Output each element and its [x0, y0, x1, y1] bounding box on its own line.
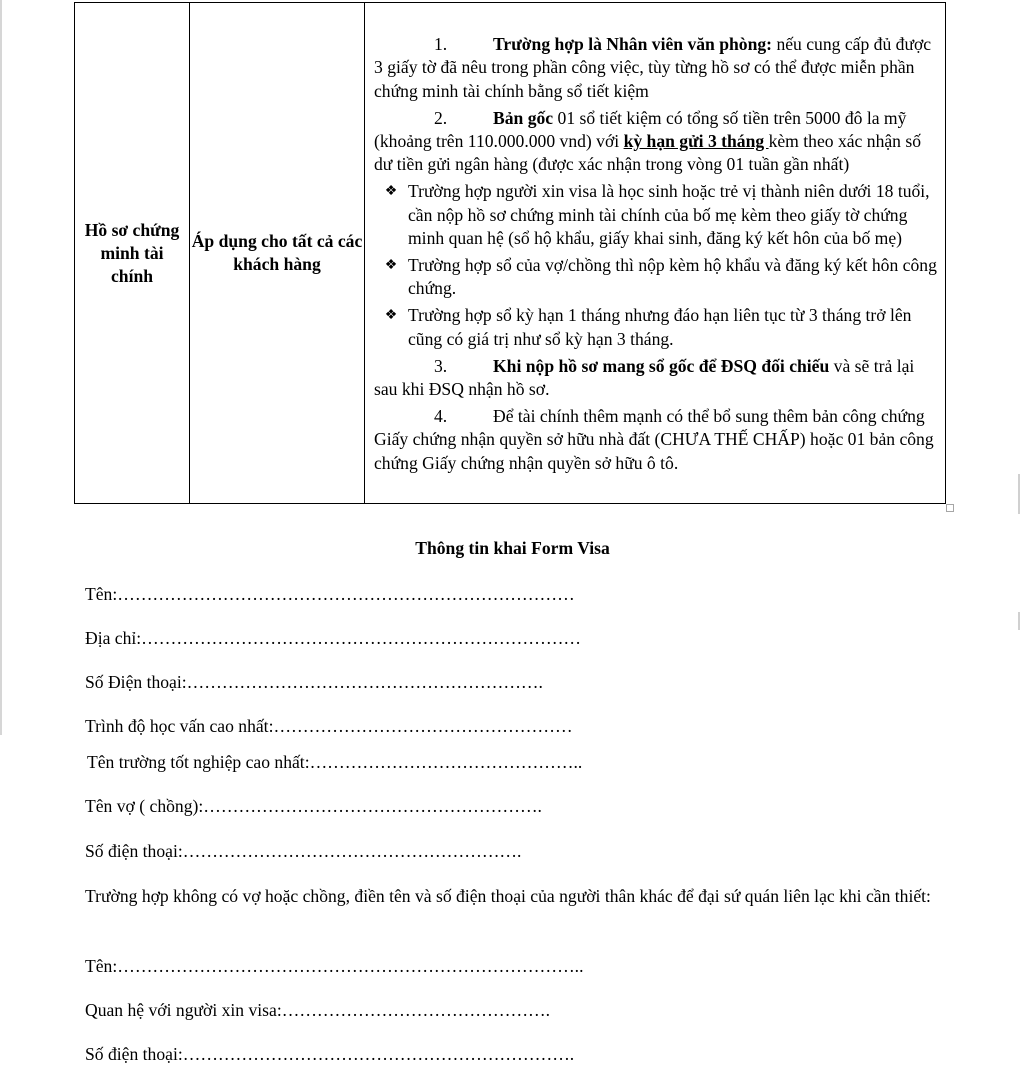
item-4: 4. Để tài chính thêm mạnh có thể bổ sung thêm bản công chứng Giấy chứng nhận quyền sở hữu nhà đất (CHƯA THẾ CHẤP) hoặc 01 bản công chứng Giấy chứng nhận quyền sở hữu ô tô. — [374, 406, 934, 473]
item-2: 2. Bản gốc 01 sổ tiết kiệm có tổng số tiền trên 5000 đô la mỹ (khoảng trên 110.000.000 vnd) với kỳ hạn gửi 3 tháng kèm theo xác nhận số dư tiền gửi ngân hàng (được xác nhận trong vòng 01 tuần gần nhất) — [374, 107, 922, 175]
page-right-edge-mark — [1018, 612, 1020, 630]
bullet-item: ❖ Trường hợp sổ kỳ hạn 1 tháng nhưng đáo hạn liên tục từ 3 tháng trở lên cũng có giá trị như sổ kỳ hạn 3 tháng. — [374, 304, 937, 350]
item-1: 1. Trường hợp là Nhân viên văn phòng: nếu cung cấp đủ được 3 giấy tờ đã nêu trong phần công việc, tùy từng hồ sơ có thể được miễn phần chứng minh tài chính bằng sổ tiết kiệm — [374, 34, 932, 101]
education-field[interactable]: Trình độ học vấn cao nhất:…………………………………………… — [85, 716, 573, 736]
bullet-item: ❖ Trường hợp sổ của vợ/chồng thì nộp kèm hộ khẩu và đăng ký kết hôn công chứng. — [374, 254, 937, 300]
spouse-name-field[interactable]: Tên vợ ( chồng):…………………………………………………. — [85, 796, 542, 816]
phone-field[interactable]: Số Điện thoại:……………………………………………………. — [85, 672, 543, 692]
bullet-item: ❖ Trường hợp người xin visa là học sinh hoặc trẻ vị thành niên dưới 18 tuổi, cần nộp hồ sơ chứng minh tài chính của bố mẹ kèm theo giấy tờ chứng minh quan hệ (sổ hộ khẩu, giấy khai sinh, đăng ký kết hôn của bố mẹ) — [374, 180, 937, 250]
table-row — [75, 3, 946, 504]
relative-phone-field[interactable]: Số điện thoại:…………………………………………………………. — [85, 1044, 575, 1064]
table-resize-handle[interactable] — [946, 504, 954, 512]
diamond-bullet-icon: ❖ — [384, 184, 398, 200]
relationship-field[interactable]: Quan hệ với người xin visa:………………………………………. — [85, 1000, 551, 1020]
relative-note: Trường hợp không có vợ hoặc chồng, điền tên và số điện thoại của người thân khác để đại sứ quán liên lạc khi cần thiết: — [85, 886, 931, 906]
diamond-bullet-icon: ❖ — [384, 308, 398, 324]
spouse-phone-field[interactable]: Số điện thoại:…………………………………………………. — [85, 841, 522, 861]
category-cell: Hồ sơ chứng minh tài chính — [75, 3, 190, 504]
item-3: 3. Khi nộp hồ sơ mang sổ gốc để ĐSQ đối chiếu và sẽ trả lại sau khi ĐSQ nhận hồ sơ. — [374, 355, 915, 400]
page-right-edge-mark — [1018, 474, 1020, 514]
applies-to-cell: Áp dụng cho tất cả các khách hàng — [190, 3, 365, 504]
page-left-edge — [0, 0, 2, 735]
diamond-bullet-icon: ❖ — [384, 258, 398, 273]
details-cell — [365, 3, 946, 504]
relative-name-field[interactable]: Tên:…………………………………………………………………….. — [85, 956, 584, 976]
name-field[interactable]: Tên:…………………………………………………………………… — [85, 584, 575, 604]
school-field[interactable]: Tên trường tốt nghiệp cao nhất:……………………………………….. — [87, 752, 583, 772]
form-title: Thông tin khai Form Visa — [415, 538, 610, 558]
address-field[interactable]: Địa chỉ:………………………………………………………………… — [85, 628, 582, 648]
requirements-table — [74, 2, 946, 504]
